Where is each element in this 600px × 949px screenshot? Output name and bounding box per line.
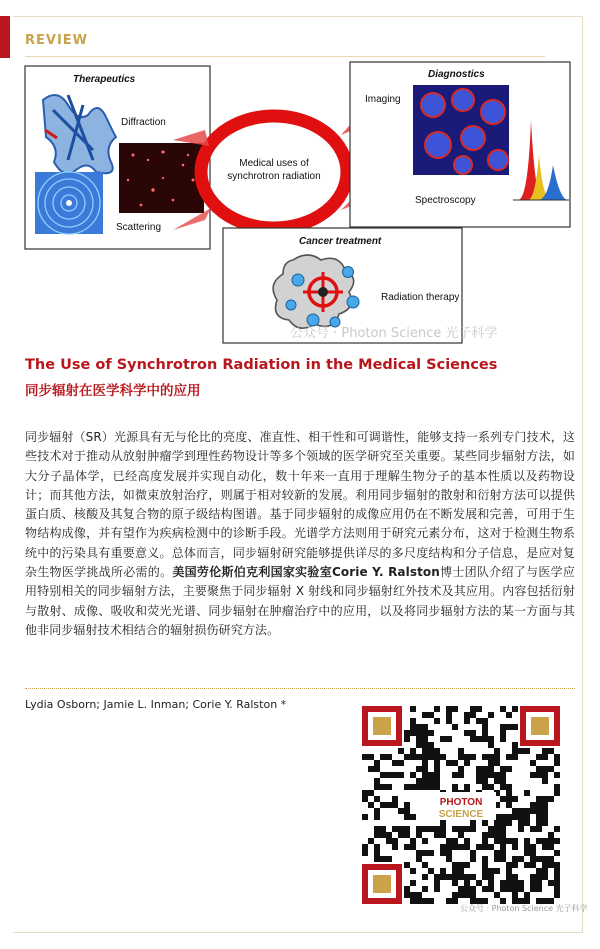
spectroscopy-label: Spectroscopy: [415, 195, 476, 206]
qr-logo-line2: SCIENCE: [438, 809, 484, 820]
diffraction-pattern: [119, 143, 204, 213]
diagnostics-title: Diagnostics: [428, 69, 485, 80]
article-title-en: The Use of Synchrotron Radiation in the Medical Sciences: [25, 357, 498, 373]
therapeutics-title: Therapeutics: [73, 74, 136, 85]
qr-watermark: 公众号 · Photon Science 光子科学: [460, 904, 588, 913]
qr-logo-line1: PHOTON: [439, 797, 483, 808]
accent-bar: [0, 16, 10, 58]
diffraction-label: Diffraction: [121, 117, 166, 128]
figure: [23, 60, 575, 350]
center-label-1: Medical uses of: [239, 158, 309, 169]
divider: [25, 688, 575, 689]
radiation-label: Radiation therapy: [381, 292, 460, 303]
figure-watermark: 公众号 · Photon Science 光子科学: [290, 326, 498, 341]
qr-finder-tr: [520, 706, 560, 746]
body-part-2: 博士团队介绍了与医学应用特别相关的同步辐射方法，主要聚焦于同步辐射 X 射线和同步辐射红外技术及其应用。内容包括衍射与散射、成像、吸收和荧光光谱、同步辐射在肿瘤治疗中的应用，以及将同步辐射方法的某一方面与其他非同步辐射技术相结合的辐射损伤研究方法。: [25, 565, 575, 637]
qr-finder-tl: [362, 706, 402, 746]
section-label: REVIEW: [25, 33, 89, 48]
center-label-2: synchrotron radiation: [227, 171, 321, 182]
diagnostics-panel: [350, 62, 570, 227]
imaging-label: Imaging: [365, 94, 401, 105]
qr-code[interactable]: [362, 706, 560, 904]
body-bold-institution: 美国劳伦斯伯克利国家实验室Corie Y. Ralston: [172, 565, 440, 580]
therapeutics-panel: [25, 66, 210, 249]
article-body: [25, 428, 575, 640]
authors: Lydia Osborn; Jamie L. Inman; Corie Y. Ralston *: [25, 698, 287, 711]
qr-finder-bl: [362, 864, 402, 904]
scattering-label: Scattering: [116, 222, 162, 233]
body-part-1: 同步辐射（SR）光源具有无与伦比的亮度、准直性、相干性和可调谐性，能够支持一系列专门技术，这些技术对于推动从放射肿瘤学到理性药物设计等多个领域的医学研究至关重要。某些同步辐射方法，如大分子晶体学，已经高度发展并实现自动化，数十年来一直用于理解生物分子的基本性质以及药物设计；而其他方法，如微束放射治疗，则属于相对较新的发展。利用同步辐射的散射和衍射方法可以提供蛋白质、核酸及其复合物的原子级结构图谱。基于同步辐射的成像应用仍在不断发展和完善，可用于生物结构成像，并有望作为疾病检测中的诊断手段。光谱学方法则用于研究元素分布，这对于检测生物系统中的污染具有重要意义。总体而言，同步辐射研究能够提供详尽的多尺度结构和分子信息，是应对复杂生物医学挑战所必需的。: [25, 430, 575, 580]
cancer-title: Cancer treatment: [299, 236, 382, 247]
article-title-cn: 同步辐射在医学科学中的应用: [25, 383, 201, 399]
header-rule: [25, 56, 545, 57]
